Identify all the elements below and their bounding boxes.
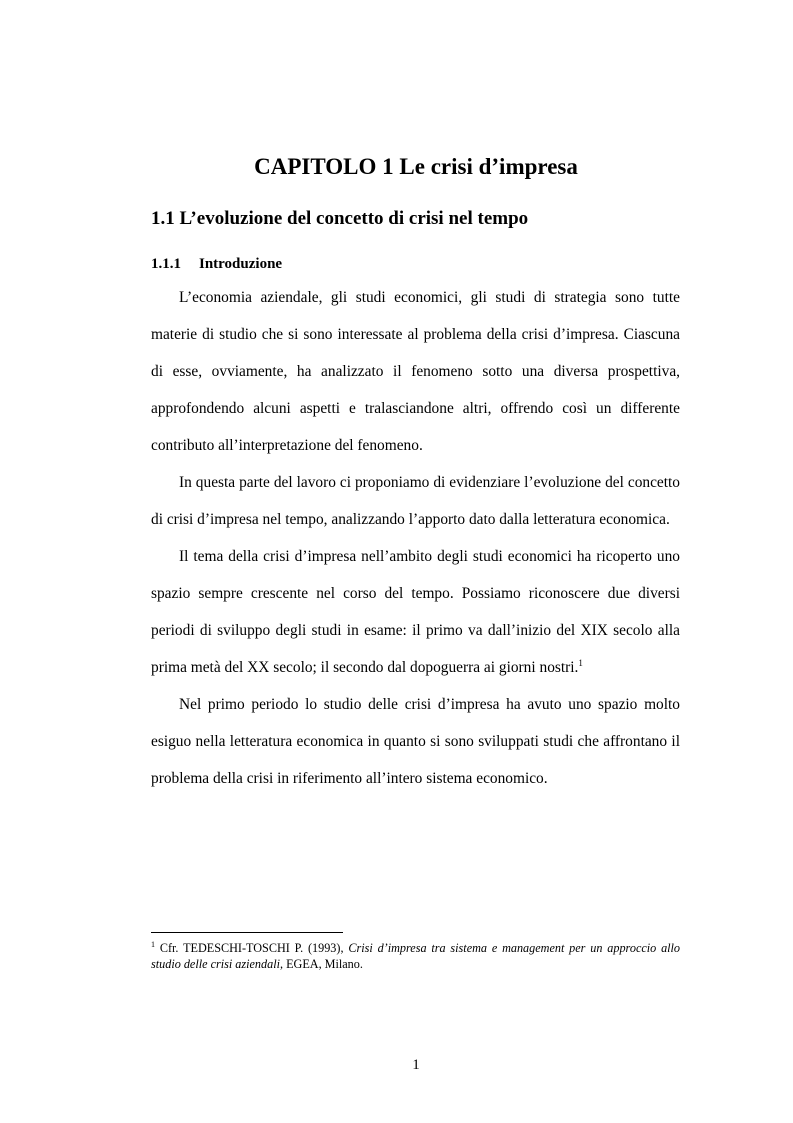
- chapter-title: CAPITOLO 1 Le crisi d’impresa: [254, 154, 578, 179]
- footnote-prefix: Cfr. TEDESCHI-TOSCHI P. (1993),: [159, 941, 344, 955]
- subsection-number: 1.1.1: [151, 256, 181, 272]
- footnote-reference[interactable]: 1: [578, 657, 583, 668]
- footnote: [151, 940, 680, 972]
- paragraph: [151, 538, 680, 686]
- footnote-marker: 1: [151, 939, 155, 949]
- subsection-title: [151, 254, 282, 274]
- footnote-divider: [151, 932, 343, 933]
- footnote-suffix: EGEA, Milano.: [286, 957, 363, 971]
- paragraph-text: Il tema della crisi d’impresa nell’ambito degli studi economici ha ricoperto uno spazio sempre crescente nel corso del tempo. Possiamo riconoscere due diversi periodi di sviluppo degli studi in esame: il primo va dall’inizio del XIX secolo alla prima metà del XX secolo; il secondo dal dopoguerra ai giorni nostri.: [151, 548, 680, 676]
- paragraph: In questa parte del lavoro ci proponiamo di evidenziare l’evoluzione del concetto di crisi d’impresa nel tempo, analizzando l’apporto dato dalla letteratura economica.: [151, 474, 680, 528]
- paragraph: L’economia aziendale, gli studi economici, gli studi di strategia sono tutte materie di studio che si sono interessate al problema della crisi d’impresa. Ciascuna di esse, ovviamente, ha analizzato il fenomeno sotto una diversa prospettiva, approfondendo alcuni aspetti e tralasciandone altri, offrendo così un differente contributo all’interpretazione del fenomeno.: [151, 289, 680, 454]
- body-text: [151, 279, 680, 797]
- subsection-label: Introduzione: [199, 256, 283, 272]
- footnote-title: Crisi d’impresa tra sistema e management per un approccio allo studio delle crisi aziendali,: [151, 941, 681, 971]
- section-title: 1.1 L’evoluzione del concetto di crisi nel tempo: [151, 208, 529, 229]
- page-number: 1: [412, 1057, 420, 1073]
- paragraph: Nel primo periodo lo studio delle crisi d’impresa ha avuto uno spazio molto esiguo nella letteratura economica in quanto si sono sviluppati studi che affrontano il problema della crisi in riferimento all’intero sistema economico.: [151, 696, 680, 787]
